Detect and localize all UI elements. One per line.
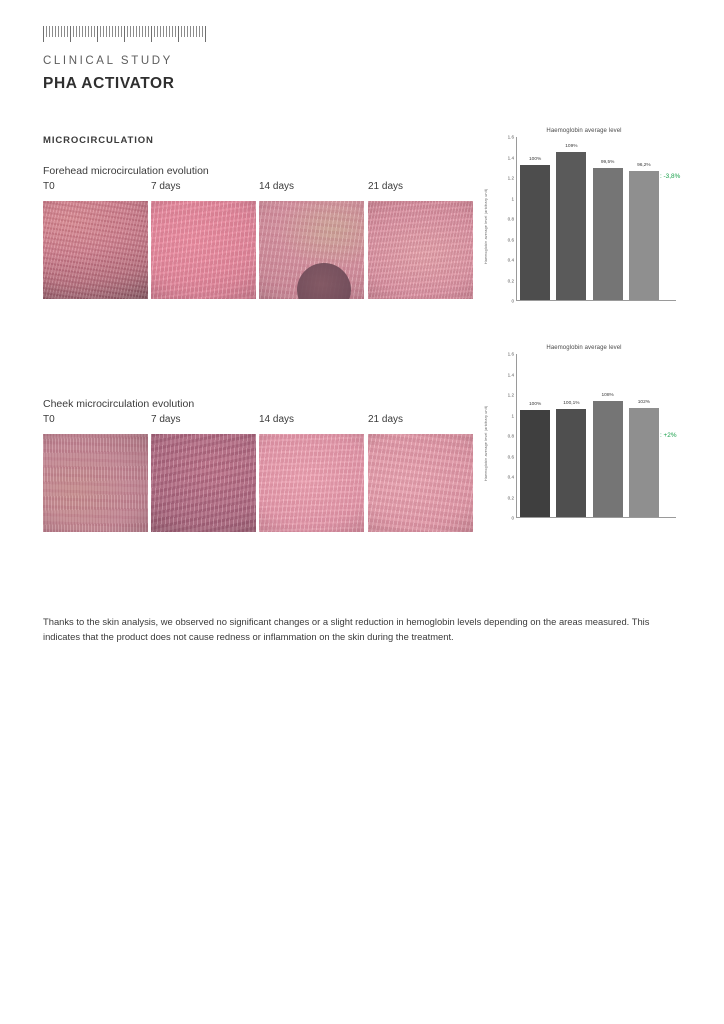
chart-2-bar-label-2: 108%	[601, 392, 614, 398]
forehead-timepoint-3: 21 days	[368, 181, 404, 192]
chart-1-x-axis-line	[516, 300, 676, 301]
chart-1-ytick-1: 0.2	[507, 278, 514, 283]
cheek-block	[43, 398, 473, 532]
chart-2-ytick-1: 0.2	[507, 495, 514, 500]
chart-1-bar-label-0: 100%	[528, 156, 542, 162]
cheek-14days-thumbnail	[259, 434, 364, 532]
chart-1-bar-0	[520, 165, 550, 300]
chart-1-ytick-4: 0.8	[507, 216, 514, 222]
chart-1-ytick-6: 1.2	[507, 175, 514, 181]
chart-1-bar-group-0	[520, 137, 550, 300]
chart-1-bar-label-2: 99,5%	[600, 159, 615, 165]
chart-1-bar-2	[593, 168, 623, 300]
chart-2-y-axis-title: Haemoglobin average level (arbitrary unit)	[484, 405, 488, 481]
chart-2-y-axis	[494, 351, 516, 521]
chart-1-ytick-5: 1	[511, 196, 514, 201]
forehead-timeline	[43, 181, 473, 201]
forehead-haemoglobin-chart	[484, 128, 684, 338]
forehead-21days-thumbnail	[368, 201, 473, 299]
chart-1-bar-group-2	[593, 137, 623, 300]
cheek-timeline	[43, 414, 473, 434]
chart-1-bar-label-1: 109%	[565, 144, 578, 150]
chart-2-plot	[484, 351, 684, 532]
chart-1-y-axis-title: Haemoglobin average level (arbitrary unit)	[484, 188, 488, 264]
chart-2-x-axis-line	[516, 517, 676, 518]
chart-2-bar-0	[520, 410, 550, 517]
section-title: MICROCIRCULATION	[43, 135, 154, 146]
forehead-t0-thumbnail	[43, 201, 148, 299]
cheek-block-label: Cheek microcirculation evolution	[43, 398, 195, 410]
chart-2-bar-label-0: 100%	[528, 402, 542, 408]
forehead-image-strip	[43, 201, 473, 299]
cheek-7days-thumbnail	[151, 434, 256, 532]
chart-2-bar-1	[556, 409, 586, 517]
chart-1-ytick-8: 1.6	[507, 134, 514, 140]
cheek-timepoint-0: T0	[43, 414, 55, 425]
chart-2-bar-3	[629, 408, 659, 517]
kicker-label: CLINICAL STUDY	[43, 55, 173, 67]
forehead-timepoint-1: 7 days	[151, 181, 181, 192]
ruler-ticks-icon	[43, 26, 255, 42]
chart-2-delta-annotation: : +2%	[660, 432, 677, 439]
chart-1-plot	[484, 134, 684, 315]
chart-2-ytick-5: 1	[511, 413, 514, 418]
chart-1-bar-label-3: 96,2%	[637, 162, 651, 168]
chart-2-bar-label-3: 102%	[637, 399, 651, 405]
chart-1-ytick-2: 0.4	[507, 257, 514, 263]
chart-1-ytick-0: 0	[511, 298, 514, 304]
forehead-timepoint-2: 14 days	[259, 181, 295, 192]
chart-2-ytick-2: 0.4	[507, 474, 514, 480]
chart-2-bar-label-1: 100,1%	[563, 401, 580, 406]
chart-1-ytick-3: 0.6	[507, 237, 514, 242]
cheek-timepoint-2: 14 days	[259, 414, 295, 425]
chart-2-ytick-6: 1.2	[507, 392, 514, 398]
chart-2-bar-group-3	[629, 354, 659, 517]
chart-2-ytick-0: 0	[511, 515, 514, 521]
chart-2-bar-2	[593, 401, 623, 517]
chart-2-ytick-8: 1.6	[507, 351, 514, 357]
conclusion-paragraph: Thanks to the skin analysis, we observed no significant changes or a slight reduction in hemoglobin levels depending on the areas measured. This indicates that the product does not cause redness or inflammation on the skin during the treatment.	[43, 616, 650, 642]
chart-2-bars	[517, 354, 662, 517]
chart-1-delta-annotation: : -3,8%	[660, 173, 681, 180]
chart-1-ytick-7: 1.4	[507, 155, 514, 160]
cheek-t0-thumbnail	[43, 434, 148, 532]
chart-2-bar-group-1	[556, 354, 586, 517]
cheek-image-strip	[43, 434, 473, 532]
chart-1-bar-group-3	[629, 137, 659, 300]
chart-1-title: Haemoglobin average level	[546, 128, 622, 134]
forehead-block-label: Forehead microcirculation evolution	[43, 165, 209, 177]
chart-2-ytick-4: 0.8	[507, 433, 514, 439]
chart-1-bar-3	[629, 171, 659, 300]
cheek-haemoglobin-chart	[484, 345, 684, 570]
forehead-block	[43, 165, 473, 299]
forehead-14days-thumbnail	[259, 201, 364, 299]
cheek-21days-thumbnail	[368, 434, 473, 532]
chart-2-bar-group-0	[520, 354, 550, 517]
cheek-timepoint-3: 21 days	[368, 414, 404, 425]
chart-2-bar-group-2	[593, 354, 623, 517]
chart-1-bars	[517, 137, 662, 300]
chart-2-ytick-3: 0.6	[507, 454, 514, 459]
chart-1-bar-group-1	[556, 137, 586, 300]
chart-1-bar-1	[556, 152, 586, 300]
chart-2-ytick-7: 1.4	[507, 372, 514, 377]
forehead-timepoint-0: T0	[43, 181, 55, 192]
cheek-timepoint-1: 7 days	[151, 414, 181, 425]
forehead-7days-thumbnail	[151, 201, 256, 299]
chart-1-y-axis	[494, 134, 516, 304]
chart-2-title: Haemoglobin average level	[546, 345, 622, 351]
page-title: PHA ACTIVATOR	[43, 75, 175, 92]
